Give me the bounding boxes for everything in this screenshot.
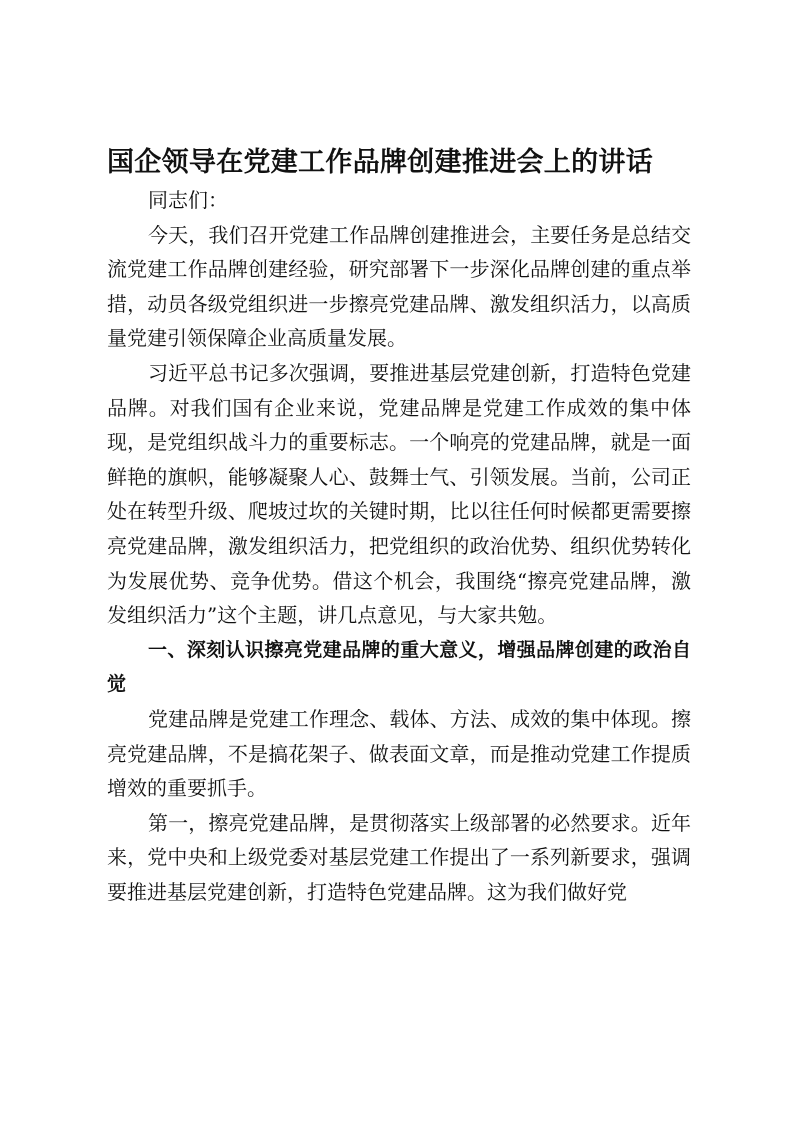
greeting: 同志们： (148, 188, 228, 212)
document-title: 国企领导在党建工作品牌创建推进会上的讲话 (107, 147, 653, 178)
document-page (107, 143, 691, 909)
paragraph-opening: 今天，我们召开党建工作品牌创建推进会，主要任务是总结交流党建工作品牌创建经验，研究部署下一步深化品牌创建的重点举措，动员各级党组织进一步擦亮党建品牌、激发组织活力，以高质量党建引领保障企业高质量发展。 (107, 222, 691, 351)
section-heading: 一、深刻认识擦亮党建品牌的重大意义，增强品牌创建的政治自觉 (107, 638, 691, 696)
paragraph-context: 习近平总书记多次强调，要推进基层党建创新，打造特色党建品牌。对我们国有企业来说，党建品牌是党建工作成效的集中体现，是党组织战斗力的重要标志。一个响亮的党建品牌，就是一面鲜艳的旗帜，能够凝聚人心、鼓舞士气、引领发展。当前，公司正处在转型升级、爬坡过坎的关键时期，比以往任何时候都更需要擦亮党建品牌，激发组织活力，把党组织的政治优势、组织优势转化为发展优势、竞争优势。借这个机会，我围绕“擦亮党建品牌，激发组织活力”这个主题，讲几点意见，与大家共勉。 (107, 360, 691, 628)
paragraph-first-point: 第一，擦亮党建品牌，是贯彻落实上级部署的必然要求。近年来，党中央和上级党委对基层党建工作提出了一系列新要求，强调要推进基层党建创新，打造特色党建品牌。这为我们做好党 (107, 810, 691, 904)
paragraph-section-intro: 党建品牌是党建工作理念、载体、方法、成效的集中体现。擦亮党建品牌，不是搞花架子、做表面文章，而是推动党建工作提质增效的重要抓手。 (107, 706, 691, 801)
